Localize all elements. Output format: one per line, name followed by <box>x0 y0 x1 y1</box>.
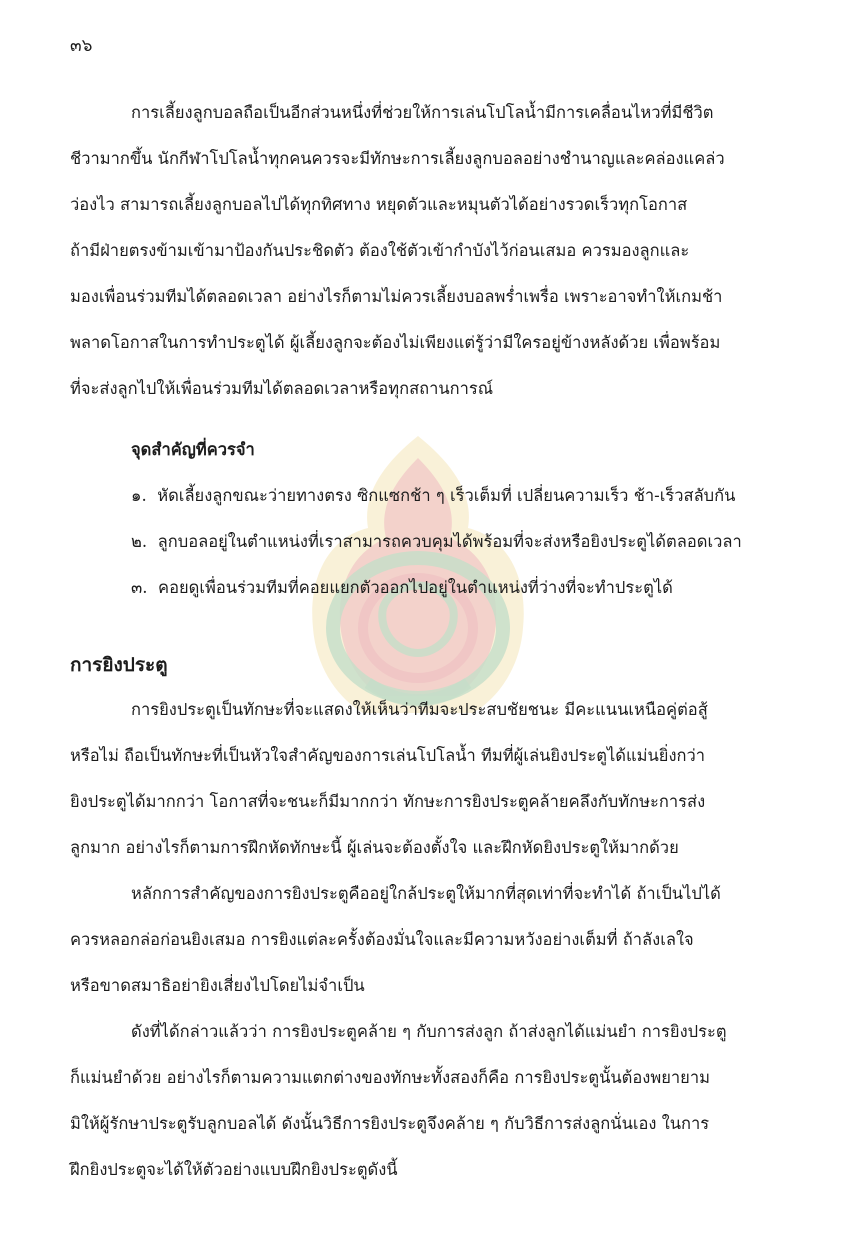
text-line: หลักการสำคัญของการยิงประตูคืออยู่ใกล้ประตูให้มากที่สุดเท่าที่จะทำได้ ถ้าเป็นไปได้ <box>131 884 721 903</box>
list-item-text: คอยดูเพื่อนร่วมทีมที่คอยแยกตัวออกไปอยู่ในตำแหน่งที่ว่างที่จะทำประตูได้ <box>158 578 673 597</box>
text-line: ว่องไว สามารถเลี้ยงลูกบอลไปได้ทุกทิศทาง หยุดตัวและหมุนตัวได้อย่างรวดเร็วทุกโอกาส <box>70 195 688 214</box>
text-line: หรือไม่ ถือเป็นทักษะที่เป็นหัวใจสำคัญของการเล่นโปโลน้ำ ทีมที่ผู้เล่นยิงประตูได้แม่นยิ่งกว่า <box>70 746 706 765</box>
text-line: ชีวามากขึ้น นักกีฬาโปโลน้ำทุกคนควรจะมีทักษะการเลี้ยงลูกบอลอย่างชำนาญและคล่องแคล่ว <box>70 149 725 168</box>
list-item-number: ๑. <box>131 486 147 505</box>
list-item <box>131 576 673 600</box>
list-item-number: ๒. <box>131 532 148 551</box>
key-points-heading: จุดสำคัญที่ควรจำ <box>131 440 255 459</box>
text-line: ถ้ามีฝ่ายตรงข้ามเข้ามาป้องกันประชิดตัว ต้องใช้ตัวเข้ากำบังไว้ก่อนเสมอ ควรมองลูกและ <box>70 241 690 260</box>
text-line: ลูกมาก อย่างไรก็ตามการฝึกหัดทักษะนี้ ผู้เล่นจะต้องตั้งใจ และฝึกหัดยิงประตูให้มากด้วย <box>70 838 679 857</box>
list-item-number: ๓. <box>131 578 148 597</box>
text-line: การยิงประตูเป็นทักษะที่จะแสดงให้เห็นว่าทีมจะประสบชัยชนะ มีคะแนนเหนือคู่ต่อสู้ <box>131 700 708 719</box>
text-line: ยิงประตูได้มากกว่า โอกาสที่จะชนะก็มีมากกว่า ทักษะการยิงประตูคล้ายคลึงกับทักษะการส่ง <box>70 792 706 811</box>
list-item <box>131 484 735 508</box>
list-item-text: ลูกบอลอยู่ในตำแหน่งที่เราสามารถควบคุมได้พร้อมที่จะส่งหรือยิงประตูได้ตลอดเวลา <box>157 532 742 551</box>
text-line: ที่จะส่งลูกไปให้เพื่อนร่วมทีมได้ตลอดเวลาหรือทุกสถานการณ์ <box>70 379 494 398</box>
text-line: พลาดโอกาสในการทำประตูได้ ผู้เลี้ยงลูกจะต้องไม่เพียงแต่รู้ว่ามีใครอยู่ข้างหลังด้วย เพื่อพร้อม <box>70 333 721 352</box>
text-line: ก็แม่นยำด้วย อย่างไรก็ตามความแตกต่างของทักษะทั้งสองก็คือ การยิงประตูนั้นต้องพยายาม <box>70 1068 710 1087</box>
text-line: มิให้ผู้รักษาประตูรับลูกบอลได้ ดังนั้นวิธีการยิงประตูจึงคล้าย ๆ กับวิธีการส่งลูกนั่นเอง ในการ <box>70 1114 710 1133</box>
text-line: มองเพื่อนร่วมทีมได้ตลอดเวลา อย่างไรก็ตามไม่ควรเลี้ยงบอลพร่ำเพรื่อ เพราะอาจทำให้เกมช้า <box>70 287 723 306</box>
text-line: หรือขาดสมาธิอย่ายิงเสี่ยงไปโดยไม่จำเป็น <box>70 976 365 995</box>
text-line: ควรหลอกล่อก่อนยิงเสมอ การยิงแต่ละครั้งต้องมั่นใจและมีความหวังอย่างเต็มที่ ถ้าลังเลใจ <box>70 930 694 949</box>
page-number: ๓๖ <box>70 36 93 56</box>
text-line: ฝึกยิงประตูจะได้ให้ตัวอย่างแบบฝึกยิงประตูดังนี้ <box>70 1160 398 1179</box>
section-title: การยิงประตู <box>70 654 168 676</box>
list-item <box>131 530 742 554</box>
text-line: การเลี้ยงลูกบอลถือเป็นอีกส่วนหนึ่งที่ช่วยให้การเล่นโปโลน้ำมีการเคลื่อนไหวที่มีชีวิต <box>131 103 714 122</box>
text-line: ดังที่ได้กล่าวแล้วว่า การยิงประตูคล้าย ๆ กับการส่งลูก ถ้าส่งลูกได้แม่นยำ การยิงประตู <box>131 1022 727 1041</box>
list-item-text: หัดเลี้ยงลูกขณะว่ายทางตรง ซิกแซกช้า ๆ เร็วเต็มที่ เปลี่ยนความเร็ว ช้า-เร็วสลับกัน <box>157 486 736 505</box>
